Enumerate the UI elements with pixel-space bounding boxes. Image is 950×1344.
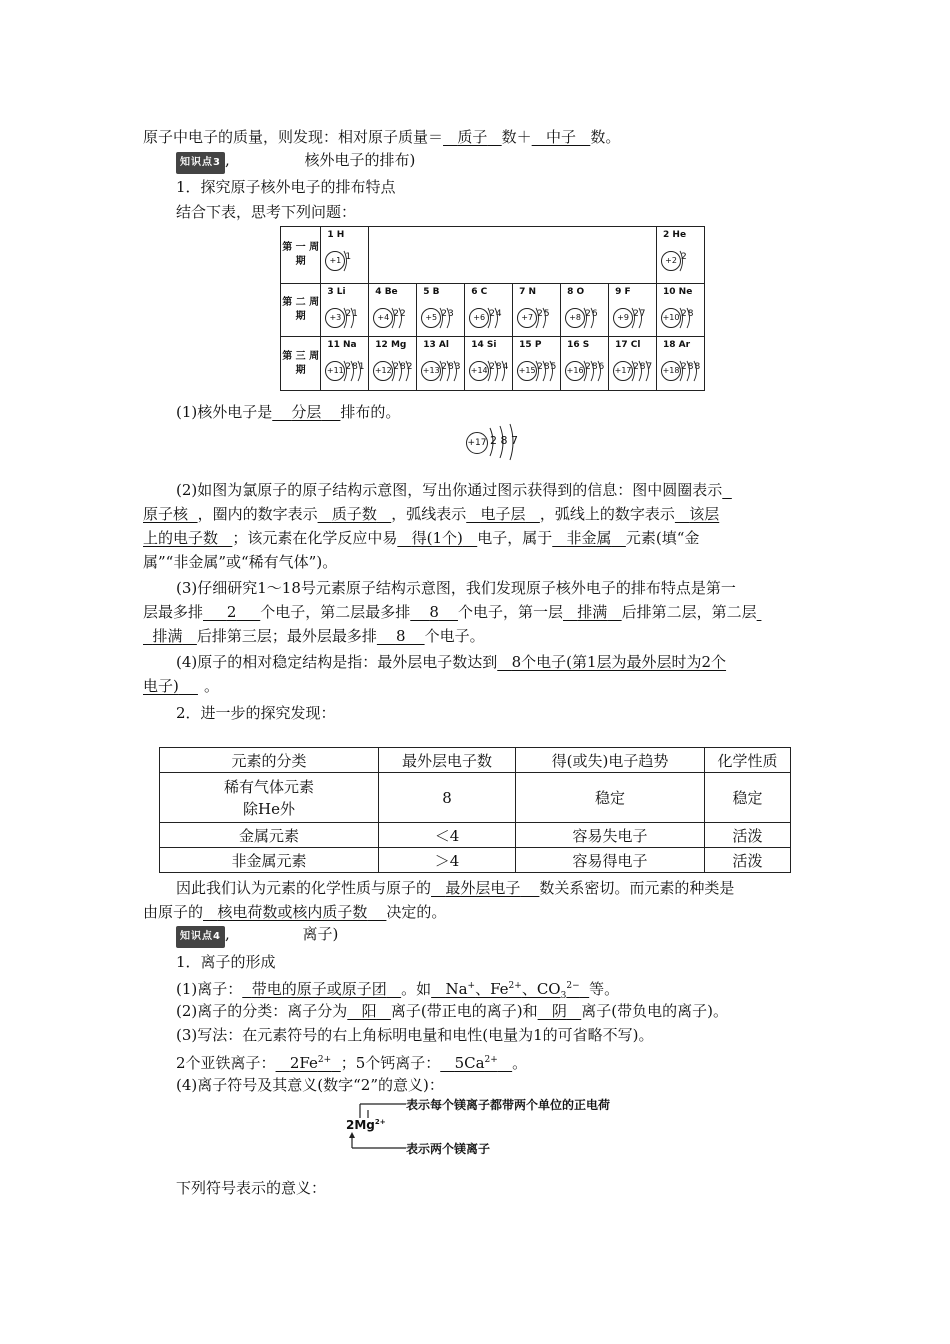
shell-arc	[687, 361, 690, 381]
shell-arc	[488, 361, 491, 381]
section-heading: 1．探究原子核外电子的排布特点	[176, 178, 396, 196]
ion-classification: (2)离子的分类：离子分为 阳 离子(带正电的离子)和 阴 离子(带负电的离子)。	[176, 1002, 728, 1020]
answer-blank	[757, 603, 762, 621]
element-cell: 18 Ar +18 288	[657, 337, 705, 391]
electron-shell-arcs	[533, 357, 563, 385]
shell-arc	[536, 361, 539, 381]
table-cell: 容易得电子	[516, 848, 705, 873]
closing-prompt: 下列符号表示的意义：	[176, 1179, 327, 1197]
electron-shell-arcs	[677, 357, 707, 385]
shell-arc	[351, 361, 354, 381]
section-title: 离子)	[302, 925, 339, 943]
answer-blank: 中子	[545, 128, 576, 146]
table-cell: 活泼	[705, 823, 791, 848]
shell-arc	[680, 308, 683, 328]
electron-shell-arcs	[581, 304, 611, 332]
shell-arc	[392, 361, 395, 381]
element-cell: 7 N +7 25	[513, 284, 561, 337]
electron-shell-arcs	[437, 357, 467, 385]
section-heading: 1．离子的形成	[176, 953, 276, 971]
element-cell: 3 Li +3 21	[321, 284, 369, 337]
shell-arc	[536, 308, 539, 328]
table-cell: ＜4	[379, 823, 516, 848]
element-cell: 4 Be +4 22	[369, 284, 417, 337]
knowledge-point-3: 知识点3 , 核外电子的排布)	[176, 150, 415, 174]
shell-arc	[591, 361, 594, 381]
element-cell: 1 H +1 1	[321, 227, 369, 284]
shell-arc	[495, 361, 498, 381]
shell-arc	[447, 308, 450, 328]
shell-arc	[392, 308, 395, 328]
shell-arc	[502, 361, 505, 381]
answer-blank: 8	[429, 603, 439, 621]
answer-blank: 阳	[361, 1002, 377, 1020]
electron-shell-arcs	[485, 304, 515, 332]
shell-arc	[694, 361, 697, 381]
table-cell: 活泼	[705, 848, 791, 873]
electron-shell-arcs	[677, 304, 707, 332]
element-cell: 2 He +2 2	[657, 227, 705, 284]
element-cell: 15 P +15 285	[513, 337, 561, 391]
element-classification-table	[159, 747, 791, 873]
shell-arc	[591, 308, 594, 328]
shell-arc	[344, 308, 347, 328]
table-cell: 稀有气体元素 除He外	[160, 773, 379, 823]
shell-arc	[632, 361, 635, 381]
element-cell: 13 Al +13 283	[417, 337, 465, 391]
period-label: 第 一 周 期	[281, 227, 321, 284]
shell-arc	[639, 308, 642, 328]
shell-arc	[440, 361, 443, 381]
ion-definition: (1)离子： 带电的原子或原子团 。如 Na+、$Fe^{2+}$、$CO_3^{2-}$ 等。	[176, 980, 620, 1001]
answer-blank	[188, 505, 198, 523]
answer-blank: 质子数	[331, 505, 377, 523]
question-3-line-2: 层最多排 2 个电子，第二层最多排 8 个电子，第一层 排满 后排第二层，第二层	[143, 602, 761, 622]
question-2-line-4: 属”“非金属”或“稀有气体”)。	[143, 553, 338, 571]
answer-blank: 阴	[551, 1002, 567, 1020]
atomic-structure-table	[280, 226, 705, 391]
answer-blank: 2	[226, 603, 237, 621]
shell-arc	[358, 361, 361, 381]
element-cell: 11 Na +11 281	[321, 337, 369, 391]
answer-blank: 带电的原子或原子团	[251, 980, 387, 998]
answer-blank: 质子	[457, 128, 488, 146]
electron-shell-arcs	[341, 357, 371, 385]
header-cell: 最外层电子数	[379, 748, 516, 773]
question-2-line-1: (2)如图为氯原子的原子结构示意图，写出你通过图示获得到的信息：图中圆圈表示	[176, 480, 732, 500]
element-cell: 10 Ne +10 28	[657, 284, 705, 337]
mg-ion-diagram	[340, 1096, 680, 1156]
electron-shell-arcs	[437, 304, 467, 332]
answer-blank: 电子层	[480, 505, 526, 523]
meaning-top: 表示每个镁离子都带两个单位的正电荷	[406, 1098, 611, 1112]
shell-arc	[447, 361, 450, 381]
period-row-2	[281, 284, 705, 337]
header-cell: 化学性质	[705, 748, 791, 773]
shell-arc	[399, 361, 402, 381]
ion-examples: 2个亚铁离子： $2Fe^{2+}$ ；5个钙离子： $5Ca^{2+}$ 。	[176, 1054, 528, 1072]
question-2-line-3: 上的电子数 ；该元素在化学反应中易 得(1个) 电子，属于 非金属 元素(填“金	[143, 529, 700, 547]
electron-shell-arcs	[341, 304, 371, 332]
shell-arc	[543, 361, 546, 381]
shell-numbers: 2 8 7	[490, 434, 518, 447]
answer-blank: 该层	[689, 505, 720, 523]
answer-blank: 上的电子数	[143, 529, 219, 547]
answer-blank: $5Ca^{2+}$	[454, 1054, 498, 1072]
table-cell: 稳定	[705, 773, 791, 823]
conclusion-line-2: 由原子的 核电荷数或核内质子数 决定的。	[143, 903, 447, 921]
answer-blank: 得(1个)	[411, 529, 463, 547]
meaning-bottom: 表示两个镁离子	[406, 1142, 491, 1156]
answer-blank: 电子)	[143, 677, 179, 695]
element-cell: 16 S +16 286	[561, 337, 609, 391]
shell-arc	[406, 361, 409, 381]
answer-blank	[722, 481, 732, 499]
element-cell: 17 Cl +17 287	[609, 337, 657, 391]
answer-blank: 排满	[577, 603, 608, 621]
chlorine-atom-diagram	[466, 422, 526, 462]
knowledge-badge: 知识点4	[176, 926, 225, 948]
element-cell: 12 Mg +12 282	[369, 337, 417, 391]
electron-shell-arcs	[389, 304, 419, 332]
element-cell: 8 O +8 26	[561, 284, 609, 337]
text: 数。	[590, 128, 621, 146]
ion-symbol-meaning: (4)离子符号及其意义(数字“2”的意义)：	[176, 1076, 444, 1094]
empty-cell	[369, 227, 657, 284]
table-cell: 非金属元素	[160, 848, 379, 873]
shell-arc	[344, 251, 347, 271]
shell-arc	[399, 308, 402, 328]
shell-arc	[687, 308, 690, 328]
question-3-line-3: 排满 后排第三层；最外层最多排 8 个电子。	[143, 626, 485, 646]
answer-blank: 核电荷数或核内质子数	[217, 903, 368, 921]
table-cell: 稳定	[516, 773, 705, 823]
period-label: 第 三 周 期	[281, 337, 321, 391]
shell-arc	[639, 361, 642, 381]
shell-arc	[488, 308, 491, 328]
table-cell: 容易失电子	[516, 823, 705, 848]
header-cell: 得(或失)电子趋势	[516, 748, 705, 773]
electron-shell-arcs	[341, 247, 371, 275]
element-cell: 6 C +6 24	[465, 284, 513, 337]
knowledge-badge: 知识点3	[176, 152, 225, 174]
shell-arc	[344, 361, 347, 381]
table-cell: ＞4	[379, 848, 516, 873]
electron-shell-arcs	[629, 304, 659, 332]
mg-symbol: $2Mg^{2+}$	[346, 1118, 386, 1132]
header-cell: 元素的分类	[160, 748, 379, 773]
text: 数＋	[501, 128, 532, 146]
electron-shell-arcs	[629, 357, 659, 385]
table-cell: 金属元素	[160, 823, 379, 848]
answer-blank: 排满	[152, 627, 183, 645]
text: 原子中电子的质量，则发现：相对原子质量＝	[143, 128, 444, 146]
shell-arc	[440, 308, 443, 328]
period-label: 第 二 周 期	[281, 284, 321, 337]
intro-line	[143, 127, 620, 147]
section-title: 核外电子的排布)	[304, 151, 416, 169]
electron-shell-arcs	[389, 357, 419, 385]
shell-arc	[646, 361, 649, 381]
electron-shell-arcs	[677, 247, 707, 275]
question-4-line-1: (4)原子的相对稳定结构是指：最外层电子数达到 8个电子(第1层为最外层时为2个	[176, 653, 727, 671]
section-heading: 2．进一步的探究发现：	[176, 704, 336, 722]
table-cell: 8	[379, 773, 516, 823]
electron-shell-arcs	[533, 304, 563, 332]
table-row	[160, 848, 791, 873]
period-row-3	[281, 337, 705, 391]
question-3-line-1: (3)仔细研究1～18号元素原子结构示意图，我们发现原子核外电子的排布特点是第一	[176, 579, 736, 597]
shell-arc	[680, 251, 683, 271]
question-1: (1)核外电子是 分层 排布的。	[176, 403, 401, 421]
answer-blank: 8个电子(第1层为最外层时为2个	[511, 653, 727, 671]
answer-blank: 8	[395, 627, 406, 645]
shell-arc	[680, 361, 683, 381]
table-row	[160, 823, 791, 848]
knowledge-point-4: 知识点4 , 离子)	[176, 924, 338, 948]
table-row	[160, 773, 791, 823]
ion-writing-rule: (3)写法：在元素符号的右上角标明电量和电性(电量为1的可省略不写)。	[176, 1026, 654, 1044]
nucleus-circle: +17	[466, 432, 488, 454]
shell-arc	[454, 361, 457, 381]
answer-blank: $2Fe^{2+}$	[289, 1054, 332, 1072]
answer-blank: Na+、$Fe^{2+}$、$CO_3^{2-}$	[445, 980, 580, 1001]
shell-arc	[543, 308, 546, 328]
answer-blank: 分层	[291, 403, 322, 421]
shell-arc	[495, 308, 498, 328]
answer-blank: 原子核	[143, 505, 189, 523]
answer-blank: 非金属	[566, 529, 612, 547]
question-2-line-2: 原子核 ，圈内的数字表示 质子数 ，弧线表示 电子层 ，弧线上的数字表示 该层	[143, 505, 720, 523]
answer-blank: 最外层电子	[445, 879, 521, 897]
shell-arc	[632, 308, 635, 328]
shell-arc	[351, 308, 354, 328]
element-cell: 9 F +9 27	[609, 284, 657, 337]
element-cell: 14 Si +14 284	[465, 337, 513, 391]
element-cell: 5 B +5 23	[417, 284, 465, 337]
shell-arc	[598, 361, 601, 381]
shell-arc	[584, 308, 587, 328]
instruction: 结合下表，思考下列问题：	[176, 203, 357, 221]
electron-shell-arcs	[485, 357, 515, 385]
question-4-line-2: 电子) 。	[143, 677, 219, 695]
electron-shell-arcs	[581, 357, 611, 385]
shell-arc	[584, 361, 587, 381]
conclusion-line-1: 因此我们认为元素的化学性质与原子的 最外层电子 数关系密切。而元素的种类是	[176, 879, 735, 897]
shell-arc	[550, 361, 553, 381]
